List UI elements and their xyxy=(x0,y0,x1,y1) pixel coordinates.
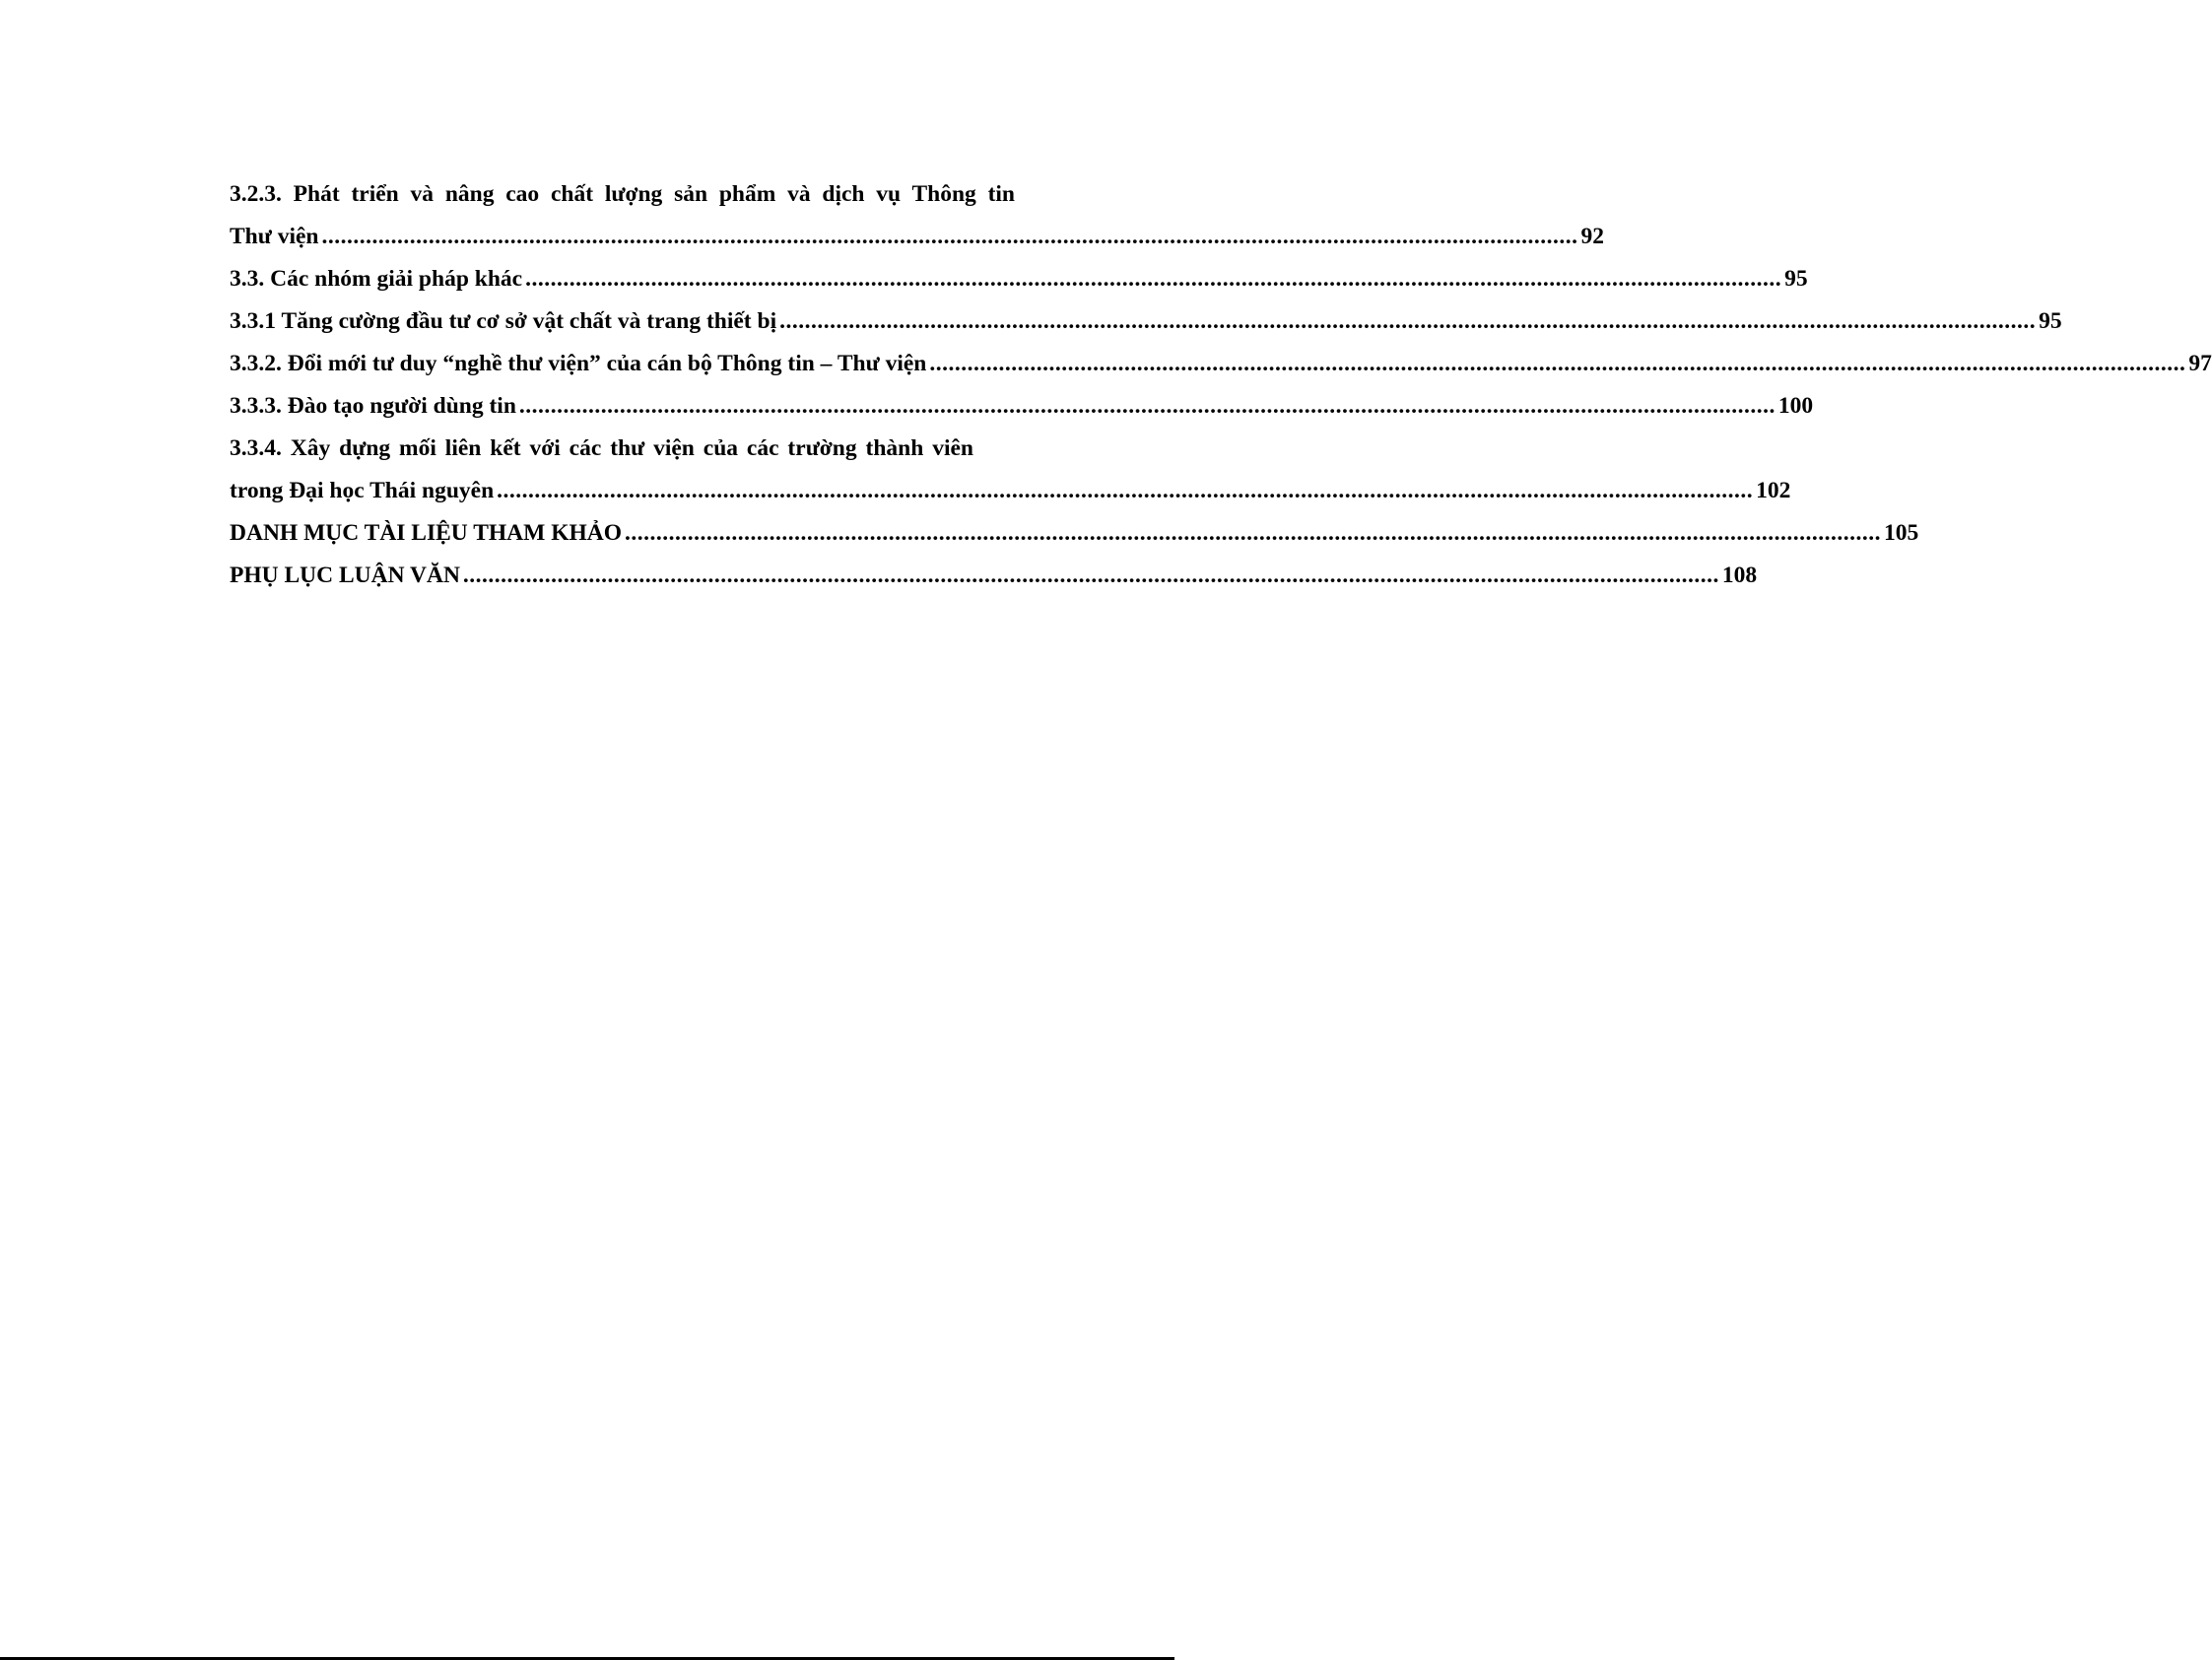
toc-entry-title: 3.3. Các nhóm giải pháp khác xyxy=(230,266,523,292)
table-of-contents xyxy=(230,173,2212,597)
toc-entry-3-2-3-line-1 xyxy=(230,173,1015,216)
dot-leader: ........................................................................................................................................................................................................ xyxy=(497,478,1754,503)
toc-entry-3-3-4-line-1 xyxy=(230,428,973,470)
toc-entry-title: PHỤ LỤC LUẬN VĂN xyxy=(230,563,460,588)
dot-leader: ........................................................................................................................................................................................................ xyxy=(779,308,2037,334)
toc-entry-title: Thư viện xyxy=(230,224,319,249)
toc-entry-title: 3.3.2. Đổi mới tư duy “nghề thư viện” của cán bộ Thông tin – Thư viện xyxy=(230,351,927,376)
toc-page-number: 108 xyxy=(1721,563,1758,588)
dot-leader: ........................................................................................................................................................................................................ xyxy=(321,224,1578,249)
toc-page-number: 92 xyxy=(1580,224,1605,249)
toc-entry-text: 3.2.3. Phát triển và nâng cao chất lượng sản phẩm và dịch vụ Thông tin xyxy=(230,181,1015,207)
toc-entry-title: DANH MỤC TÀI LIỆU THAM KHẢO xyxy=(230,520,623,546)
toc-entry-3-3-3[interactable] xyxy=(230,385,1814,428)
toc-page-number: 102 xyxy=(1756,478,1791,503)
toc-entry-3-3-4[interactable] xyxy=(230,470,1791,512)
toc-entry-title: trong Đại học Thái nguyên xyxy=(230,478,495,503)
dot-leader: ........................................................................................................................................................................................................ xyxy=(462,563,1719,588)
dot-leader: ........................................................................................................................................................................................................ xyxy=(525,266,1782,292)
toc-entry-references[interactable] xyxy=(230,512,1919,555)
dot-leader: ........................................................................................................................................................................................................ xyxy=(518,393,1776,419)
dot-leader: ........................................................................................................................................................................................................ xyxy=(929,351,2186,376)
toc-entry-3-3[interactable] xyxy=(230,258,1808,300)
toc-entry-3-2-3[interactable] xyxy=(230,216,1605,258)
toc-page-number: 100 xyxy=(1777,393,1814,419)
toc-entry-appendix[interactable] xyxy=(230,555,1758,597)
toc-entry-title: 3.3.1 Tăng cường đầu tư cơ sở vật chất và trang thiết bị xyxy=(230,308,777,334)
toc-entry-3-3-2[interactable] xyxy=(230,343,2212,385)
dot-leader: ........................................................................................................................................................................................................ xyxy=(625,520,1882,546)
toc-entry-text: 3.3.4. Xây dựng mối liên kết với các thư viện của các trường thành viên xyxy=(230,435,973,461)
toc-page-number: 105 xyxy=(1884,520,1919,546)
toc-page-number: 97 xyxy=(2188,351,2212,376)
toc-page-number: 95 xyxy=(2039,308,2062,334)
toc-page-number: 95 xyxy=(1784,266,1808,292)
toc-entry-3-3-1[interactable] xyxy=(230,300,2062,343)
toc-entry-title: 3.3.3. Đào tạo người dùng tin xyxy=(230,393,516,419)
